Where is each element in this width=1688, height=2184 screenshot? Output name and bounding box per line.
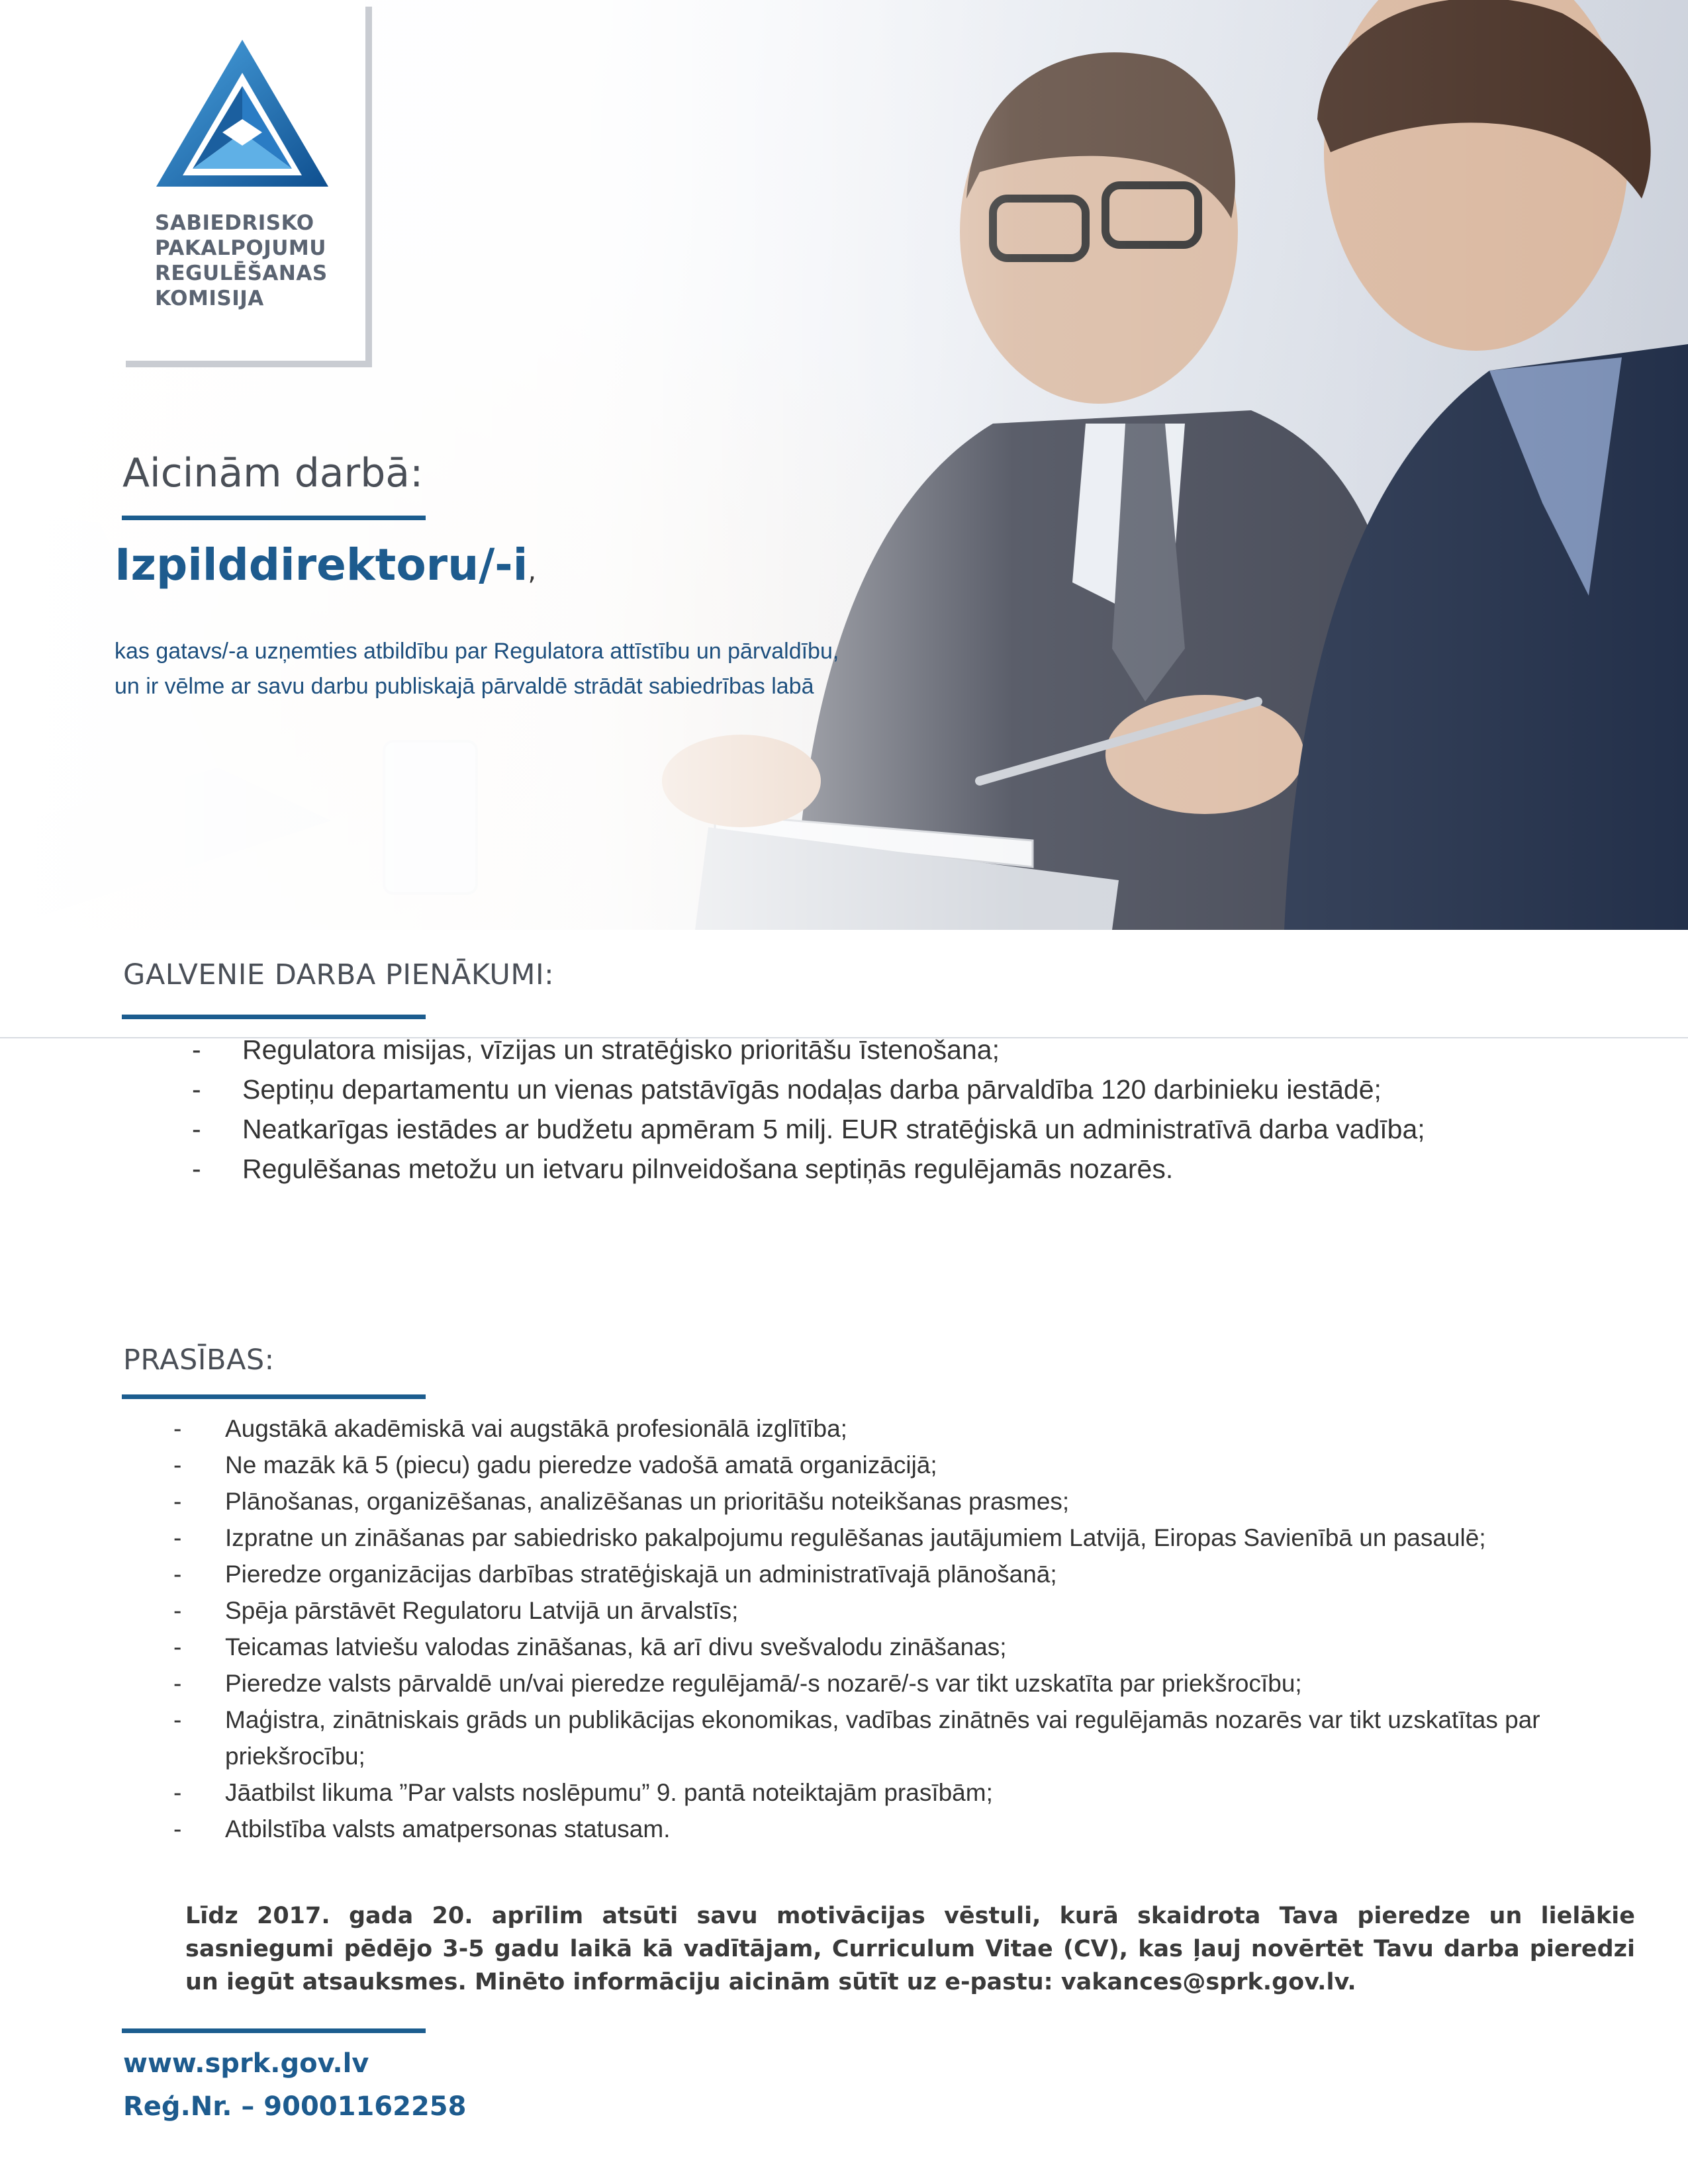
dash-bullet: - [173, 1415, 182, 1442]
dash-bullet: - [173, 1670, 182, 1697]
list-item [173, 1629, 1650, 1665]
website-link[interactable]: www.sprk.gov.lv [123, 2048, 369, 2079]
organization-name-line: KOMISIJA [155, 287, 264, 310]
application-instructions: Līdz 2017. gada 20. aprīlim atsūti savu motivācijas vēstuli, kurā skaidrota Tava pieredze un lielākie sasniegumi pēdējo 3-5 gadu laikā kā vadītājam, Curriculum Vitae (CV), kas ļauj novērtēt Tavu darba pieredzi un iegūt atsauksmes. Minēto informāciju aicinām sūtīt uz e-pastu: vakances@sprk.gov.lv. [185, 1903, 1635, 1995]
job-title-text: Izpilddirektoru/-i [115, 539, 528, 590]
list-item [173, 1702, 1650, 1774]
invite-underline [122, 516, 426, 520]
list-item [173, 1592, 1650, 1629]
dash-bullet: - [173, 1633, 182, 1661]
duty-text: Septiņu departamentu un vienas patstāvīgās nodaļas darba pārvaldība 120 darbinieku iestādē; [242, 1074, 1382, 1105]
requirement-text: Ne mazāk kā 5 (piecu) gadu pieredze vadošā amatā organizācijā; [225, 1451, 937, 1479]
dash-bullet: - [173, 1597, 182, 1624]
list-item [173, 1556, 1650, 1592]
requirements-heading: PRASĪBAS: [123, 1343, 275, 1377]
list-item [173, 1410, 1650, 1447]
dash-bullet: - [173, 1815, 182, 1843]
requirements-list [173, 1410, 1650, 1847]
requirement-text: Teicamas latviešu valodas zināšanas, kā arī divu svešvalodu zināšanas; [225, 1633, 1007, 1661]
dash-bullet: - [173, 1524, 182, 1551]
registration-number: Reģ.Nr. – 90001162258 [123, 2091, 467, 2122]
duties-heading: GALVENIE DARBA PIENĀKUMI: [123, 958, 555, 991]
requirement-text: Plānošanas, organizēšanas, analizēšanas un prioritāšu noteikšanas prasmes; [225, 1488, 1070, 1515]
job-title [115, 539, 536, 590]
organization-name-line: SABIEDRISKO [155, 211, 314, 235]
duties-list [192, 1030, 1635, 1189]
organization-logo [119, 0, 365, 361]
list-item [173, 1483, 1650, 1520]
duty-text: Regulatora misijas, vīzijas un stratēģisko prioritāšu īstenošana; [242, 1034, 1000, 1065]
job-title-comma: , [528, 556, 537, 586]
duty-text: Neatkarīgas iestādes ar budžetu apmēram 5 milj. EUR stratēģiskā un administratīvā darba vadība; [242, 1114, 1425, 1144]
invite-heading: Aicinām darbā: [122, 450, 424, 496]
list-item [192, 1030, 1635, 1069]
list-item [192, 1149, 1635, 1189]
dash-bullet: - [173, 1488, 182, 1515]
dash-bullet: - [173, 1451, 182, 1479]
requirement-text: Atbilstība valsts amatpersonas statusam. [225, 1815, 671, 1843]
dash-bullet: - [173, 1779, 182, 1806]
organization-name [155, 210, 353, 311]
dash-bullet: - [173, 1561, 182, 1588]
footer-underline [122, 2028, 426, 2033]
duties-underline [122, 1015, 426, 1019]
list-item [173, 1774, 1650, 1811]
triangle-logo-icon [150, 33, 335, 192]
duty-text: Regulēšanas metožu un ietvaru pilnveidošana septiņās regulējamās nozarēs. [242, 1154, 1174, 1184]
requirement-text: Augstākā akadēmiskā vai augstākā profesionālā izglītība; [225, 1415, 847, 1442]
requirement-text: Maģistra, zinātniskais grāds un publikācijas ekonomikas, vadības zinātnēs vai regulējamās nozarēs var tikt uzskatītas par priekšrocību; [225, 1706, 1540, 1770]
requirement-text: Izpratne un zināšanas par sabiedrisko pakalpojumu regulēšanas jautājumiem Latvijā, Eiropas Savienībā un pasaulē; [225, 1524, 1486, 1551]
dash-bullet: - [192, 1154, 201, 1184]
requirements-underline [122, 1394, 426, 1399]
requirement-text: Spēja pārstāvēt Regulatoru Latvijā un ārvalstīs; [225, 1597, 739, 1624]
list-item [173, 1665, 1650, 1702]
list-item [173, 1447, 1650, 1483]
dash-bullet: - [192, 1074, 201, 1105]
job-intro: kas gatavs/-a uzņemties atbildību par Regulatora attīstību un pārvaldību, un ir vēlme ar savu darbu publiskajā pārvaldē strādāt sabiedrības labā [115, 639, 839, 699]
list-item [192, 1109, 1635, 1149]
dash-bullet: - [192, 1114, 201, 1144]
dash-bullet: - [173, 1706, 182, 1733]
list-item [173, 1520, 1650, 1556]
requirement-text: Pieredze organizācijas darbības stratēģiskajā un administratīvajā plānošanā; [225, 1561, 1057, 1588]
organization-name-line: PAKALPOJUMU [155, 236, 326, 260]
list-item [192, 1069, 1635, 1109]
dash-bullet: - [192, 1034, 201, 1065]
requirement-text: Jāatbilst likuma ”Par valsts noslēpumu” 9. pantā noteiktajām prasībām; [225, 1779, 993, 1806]
organization-name-line: REGULĒŠANAS [155, 261, 328, 285]
list-item [173, 1811, 1650, 1847]
requirement-text: Pieredze valsts pārvaldē un/vai pieredze regulējamā/-s nozarē/-s var tikt uzskatīta par priekšrocību; [225, 1670, 1302, 1697]
